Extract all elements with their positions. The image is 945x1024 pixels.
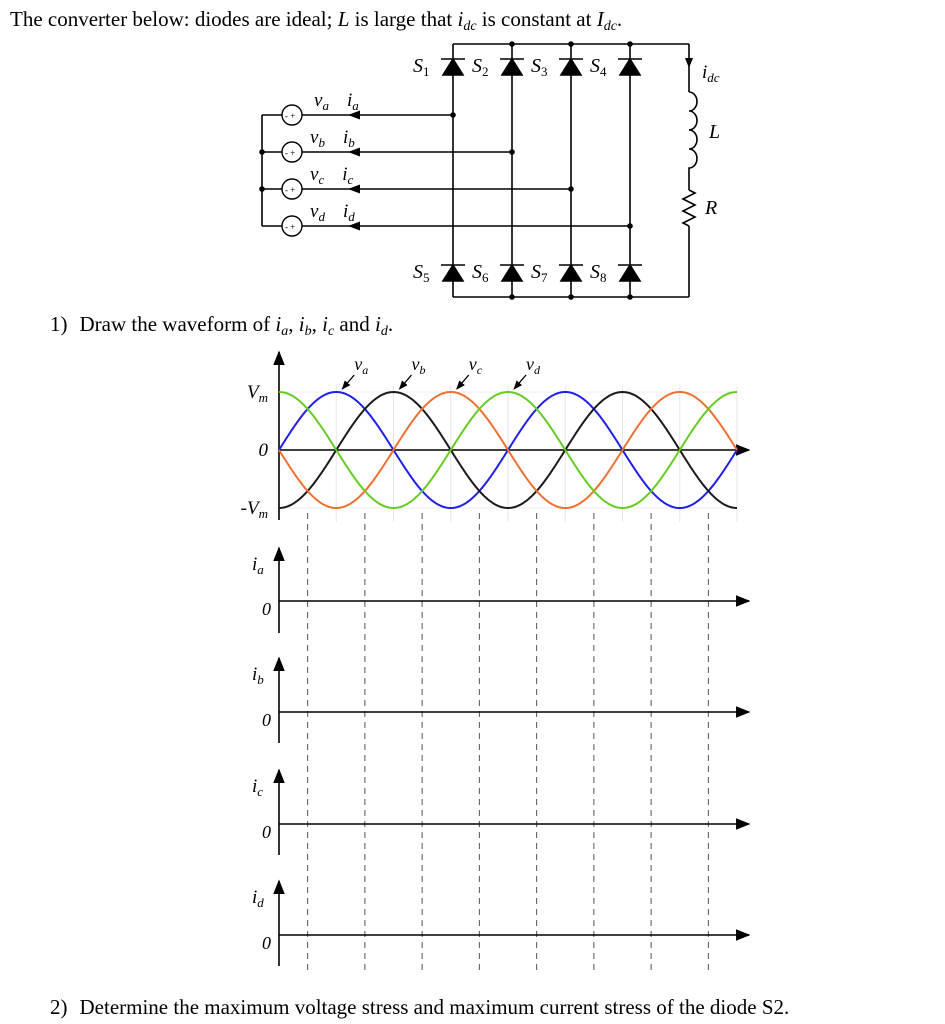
label-s1: $S_1$ bbox=[413, 55, 430, 79]
series-label-pointer bbox=[342, 375, 354, 389]
current-axes bbox=[252, 548, 749, 966]
diode-s3 bbox=[561, 59, 581, 75]
current-zero-label: 0 bbox=[262, 710, 271, 730]
voltage-chart bbox=[241, 352, 749, 972]
current-zero-label: 0 bbox=[262, 599, 271, 619]
junction-dot bbox=[259, 149, 265, 155]
label-s2: $S_2$ bbox=[472, 55, 489, 79]
source-polarity: - + bbox=[285, 111, 296, 121]
y-tick-label: $V_m$ bbox=[247, 382, 268, 405]
source-a bbox=[282, 105, 302, 125]
label-s7: $S_7$ bbox=[531, 261, 548, 285]
source-polarity: - + bbox=[285, 148, 296, 158]
diode-s7 bbox=[561, 265, 581, 281]
resistor-label: R bbox=[705, 197, 718, 219]
voltage-sources bbox=[282, 105, 302, 236]
source-label-d: $v_d$ $i_d$ bbox=[310, 201, 355, 224]
chart-guides bbox=[308, 513, 709, 972]
source-c bbox=[282, 179, 302, 199]
source-label-b: $v_b$ $i_b$ bbox=[310, 127, 355, 150]
y-tick-label: $-V_m$ bbox=[240, 498, 268, 521]
label-s6: $S_6$ bbox=[472, 261, 489, 285]
current-zero-label: 0 bbox=[262, 822, 271, 842]
series-label: $v_a$ bbox=[354, 354, 369, 377]
series-label: $v_b$ bbox=[411, 354, 426, 377]
current-axis-label: $i_a$ bbox=[252, 554, 264, 577]
source-polarity: - + bbox=[285, 185, 296, 195]
series-label: $v_d$ bbox=[526, 354, 540, 377]
diode-s6 bbox=[502, 265, 522, 281]
current-axis-label: $i_c$ bbox=[252, 776, 264, 799]
junction-dot bbox=[627, 294, 633, 300]
current-zero-label: 0 bbox=[262, 933, 271, 953]
junction-dot bbox=[509, 41, 515, 47]
diode-s4 bbox=[620, 59, 640, 75]
resistor bbox=[683, 190, 695, 226]
current-axis-id bbox=[252, 881, 749, 966]
junction-dot bbox=[259, 186, 265, 192]
current-axis-ib bbox=[252, 658, 749, 743]
load-current-label: $i_{dc}$ bbox=[702, 62, 720, 85]
current-axis-label: $i_b$ bbox=[252, 664, 264, 687]
source-label-c: $v_c$ $i_c$ bbox=[310, 164, 354, 187]
chart-y-tick-labels bbox=[241, 382, 269, 521]
junction-dot bbox=[627, 223, 633, 229]
label-s4: $S_4$ bbox=[590, 55, 607, 79]
current-axis-ic bbox=[252, 770, 749, 855]
current-axis-label: $i_d$ bbox=[252, 887, 264, 910]
diode-s2 bbox=[502, 59, 522, 75]
diode-s5 bbox=[443, 265, 463, 281]
switch-labels bbox=[413, 55, 607, 285]
y-tick-label: 0 bbox=[258, 440, 268, 461]
converter-circuit bbox=[262, 44, 697, 297]
diode-s1 bbox=[443, 59, 463, 75]
label-s8: $S_8$ bbox=[590, 261, 607, 285]
chart-grid bbox=[279, 386, 737, 522]
inductor-label: L bbox=[709, 121, 721, 143]
junction-dot bbox=[627, 41, 633, 47]
problem-statement: The converter below: diodes are ideal; L is large that idc is constant at Idc. bbox=[10, 7, 623, 34]
load-current-arrow bbox=[685, 58, 693, 68]
series-label-pointer bbox=[400, 375, 412, 389]
label-s3: $S_3$ bbox=[531, 55, 548, 79]
junction-dot bbox=[568, 41, 574, 47]
source-labels bbox=[310, 90, 359, 224]
series-label: $v_c$ bbox=[468, 354, 483, 377]
junction-dot bbox=[509, 149, 515, 155]
question-1: 1) Draw the waveform of ia, ib, ic and id. bbox=[50, 312, 394, 339]
current-axis-ia bbox=[252, 548, 749, 633]
junction-dot bbox=[450, 112, 456, 118]
source-current-arrows bbox=[348, 58, 693, 231]
series-label-pointer bbox=[457, 375, 469, 389]
chart-series-labels bbox=[342, 354, 541, 389]
junction-dot bbox=[509, 294, 515, 300]
question-2: 2) Determine the maximum voltage stress and maximum current stress of the diode S2. bbox=[50, 995, 790, 1019]
diode-s8 bbox=[620, 265, 640, 281]
source-polarity: - + bbox=[285, 222, 296, 232]
label-s5: $S_5$ bbox=[413, 261, 430, 285]
series-label-pointer bbox=[514, 375, 526, 389]
source-label-a: $v_a$ $i_a$ bbox=[314, 90, 359, 113]
junction-dot bbox=[568, 186, 574, 192]
source-b bbox=[282, 142, 302, 162]
junction-dot bbox=[568, 294, 574, 300]
inductor bbox=[689, 92, 697, 170]
source-d bbox=[282, 216, 302, 236]
